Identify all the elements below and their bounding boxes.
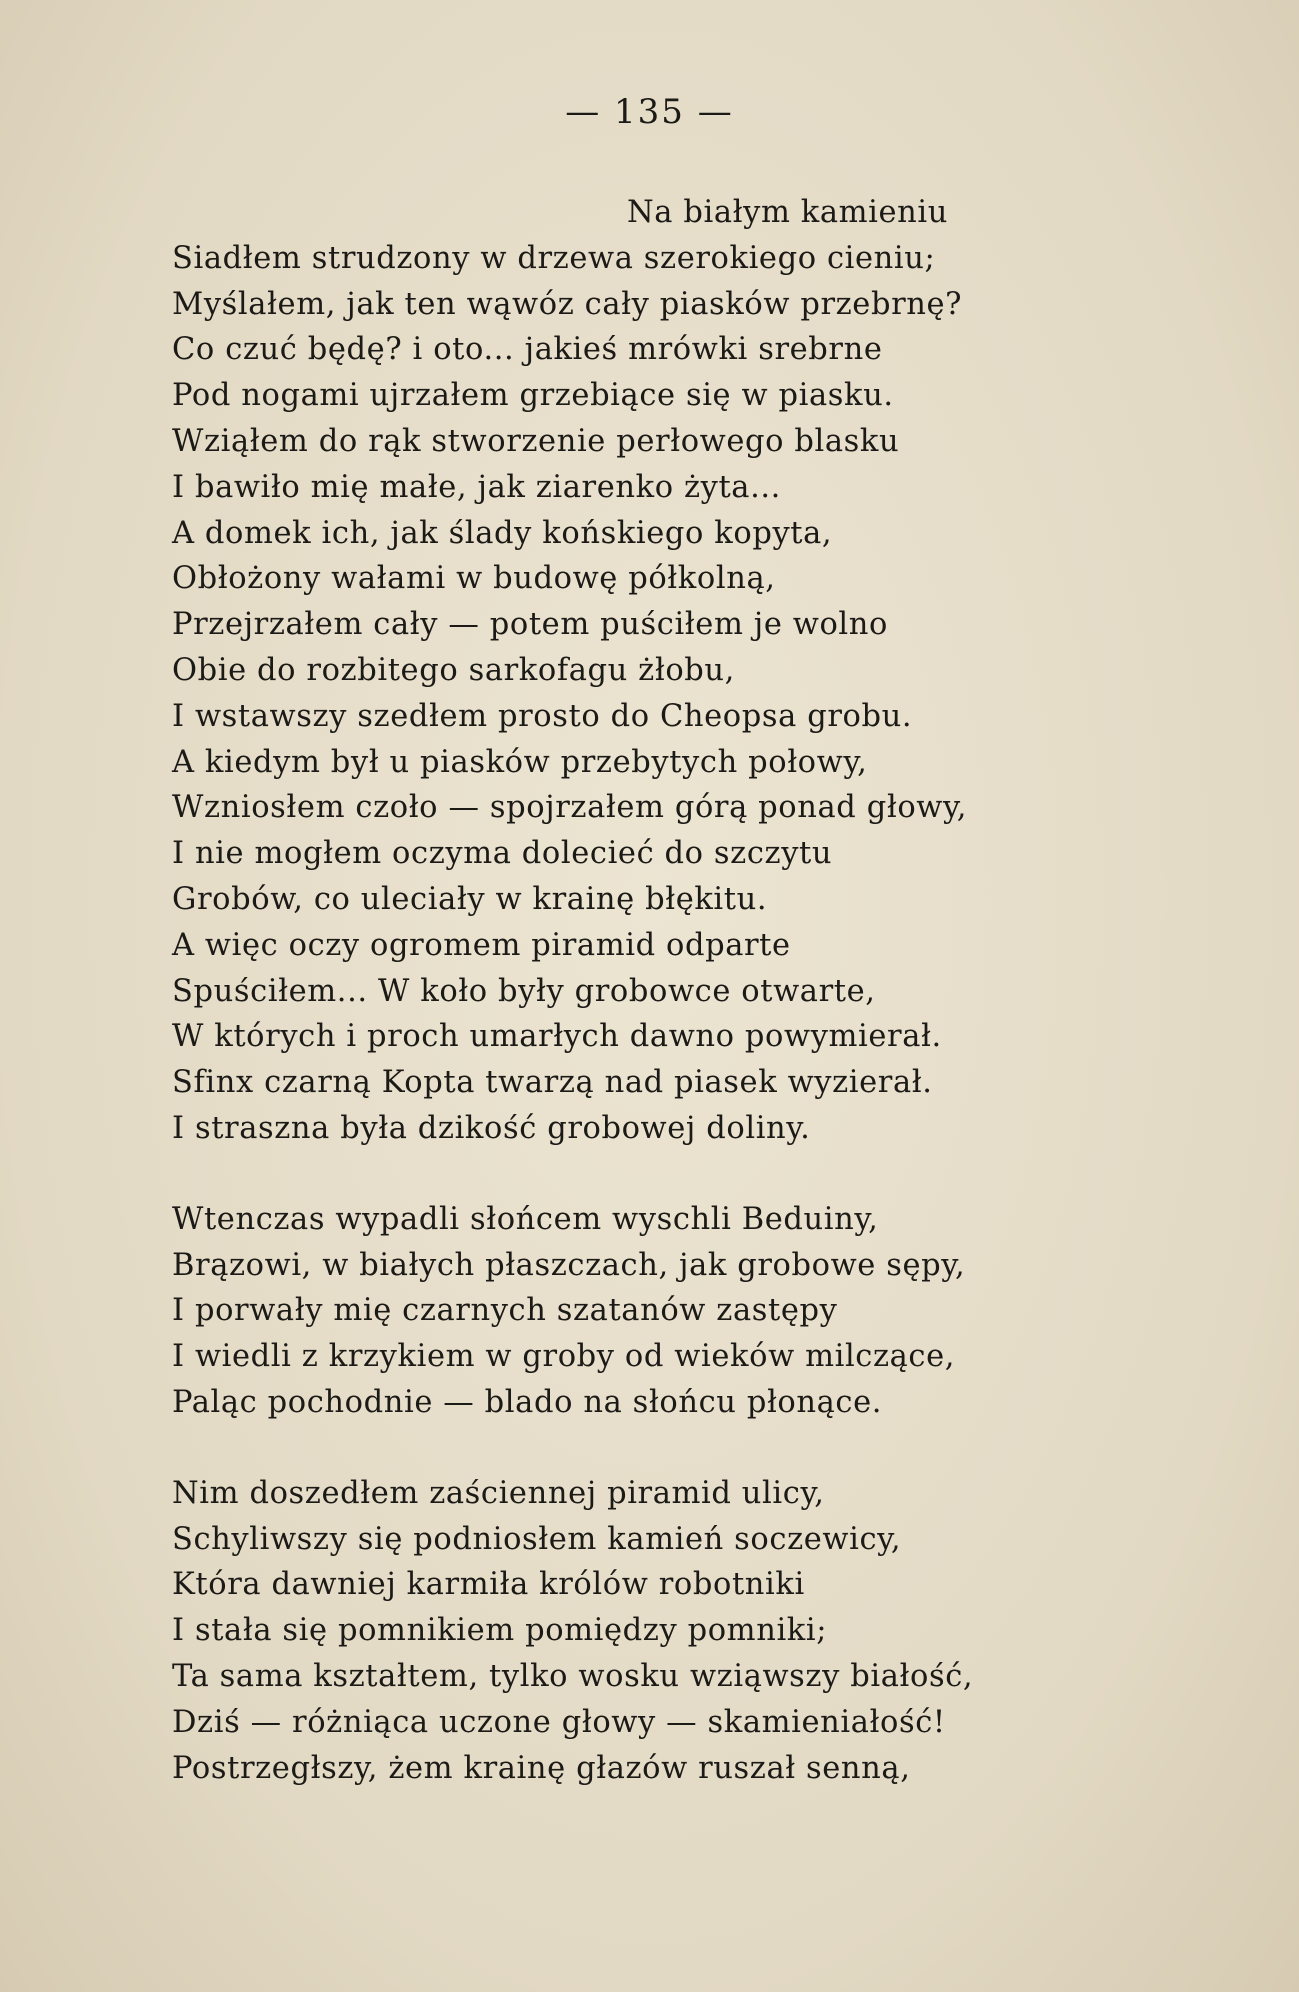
poem-line: I wiedli z krzykiem w groby od wieków milczące,	[172, 1339, 956, 1375]
poem-line: Na białym kamieniu	[627, 195, 948, 230]
poem-line: I nie mogłem oczyma dolecieć do szczytu	[172, 836, 833, 872]
poem-text	[172, 190, 1222, 1836]
poem-line: Siadłem strudzony w drzewa szerokiego cieniu;	[172, 240, 936, 276]
poem-line: I bawiło mię małe, jak ziarenko żyta...	[172, 469, 781, 505]
poem-line: Obie do rozbitego sarkofagu żłobu,	[172, 652, 735, 688]
poem-line: W których i proch umarłych dawno powymierał.	[172, 1019, 942, 1055]
page-number: — 135 —	[565, 92, 734, 132]
poem-line: Sfinx czarną Kopta twarzą nad piasek wyzierał.	[172, 1065, 933, 1101]
poem-line: Dziś — różniąca uczone głowy — skamieniałość!	[172, 1704, 946, 1740]
poem-line: Przejrzałem cały — potem puściłem je wolno	[172, 607, 888, 643]
poem-line: A kiedym był u piasków przebytych połowy,	[172, 744, 868, 780]
poem-line: Pod nogami ujrzałem grzebiące się w piasku.	[172, 378, 894, 414]
poem-line: Ta sama kształtem, tylko wosku wziąwszy białość,	[172, 1658, 974, 1694]
poem-line: Grobów, co uleciały w krainę błękitu.	[172, 881, 768, 917]
poem-line: I wstawszy szedłem prosto do Cheopsa grobu.	[172, 698, 913, 734]
poem-line: Postrzegłszy, żem krainę głazów ruszał senną,	[172, 1750, 911, 1786]
poem-line: Wziąłem do rąk stworzenie perłowego blasku	[172, 423, 900, 459]
poem-line: Paląc pochodnie — blado na słońcu płonące.	[172, 1384, 883, 1420]
stanza-3	[172, 1471, 1222, 1792]
poem-line: Co czuć będę? i oto... jakieś mrówki srebrne	[172, 332, 883, 368]
poem-line: Wzniosłem czoło — spojrzałem górą ponad głowy,	[172, 790, 968, 826]
stanza-1	[172, 190, 1222, 1152]
poem-line: A więc oczy ogromem piramid odparte	[172, 927, 791, 963]
poem-line: I straszna była dzikość grobowej doliny.	[172, 1110, 811, 1146]
poem-line: Spuściłem... W koło były grobowce otwarte,	[172, 973, 876, 1009]
poem-line: I porwały mię czarnych szatanów zastępy	[172, 1293, 838, 1329]
poem-line: A domek ich, jak ślady końskiego kopyta,	[172, 515, 833, 551]
stanza-2	[172, 1197, 1222, 1426]
poem-line: Brązowi, w białych płaszczach, jak grobowe sępy,	[172, 1247, 966, 1283]
poem-line: Wtenczas wypadli słońcem wyschli Beduiny,	[172, 1201, 879, 1237]
poem-line: Nim doszedłem zaściennej piramid ulicy,	[172, 1475, 825, 1511]
poem-line: I stała się pomnikiem pomiędzy pomniki;	[172, 1613, 828, 1649]
poem-line: Schyliwszy się podniosłem kamień soczewicy,	[172, 1521, 902, 1557]
poem-line: Obłożony wałami w budowę półkolną,	[172, 561, 776, 597]
poem-line: Która dawniej karmiła królów robotniki	[172, 1567, 805, 1603]
poem-line: Myślałem, jak ten wąwóz cały piasków przebrnę?	[172, 286, 963, 322]
